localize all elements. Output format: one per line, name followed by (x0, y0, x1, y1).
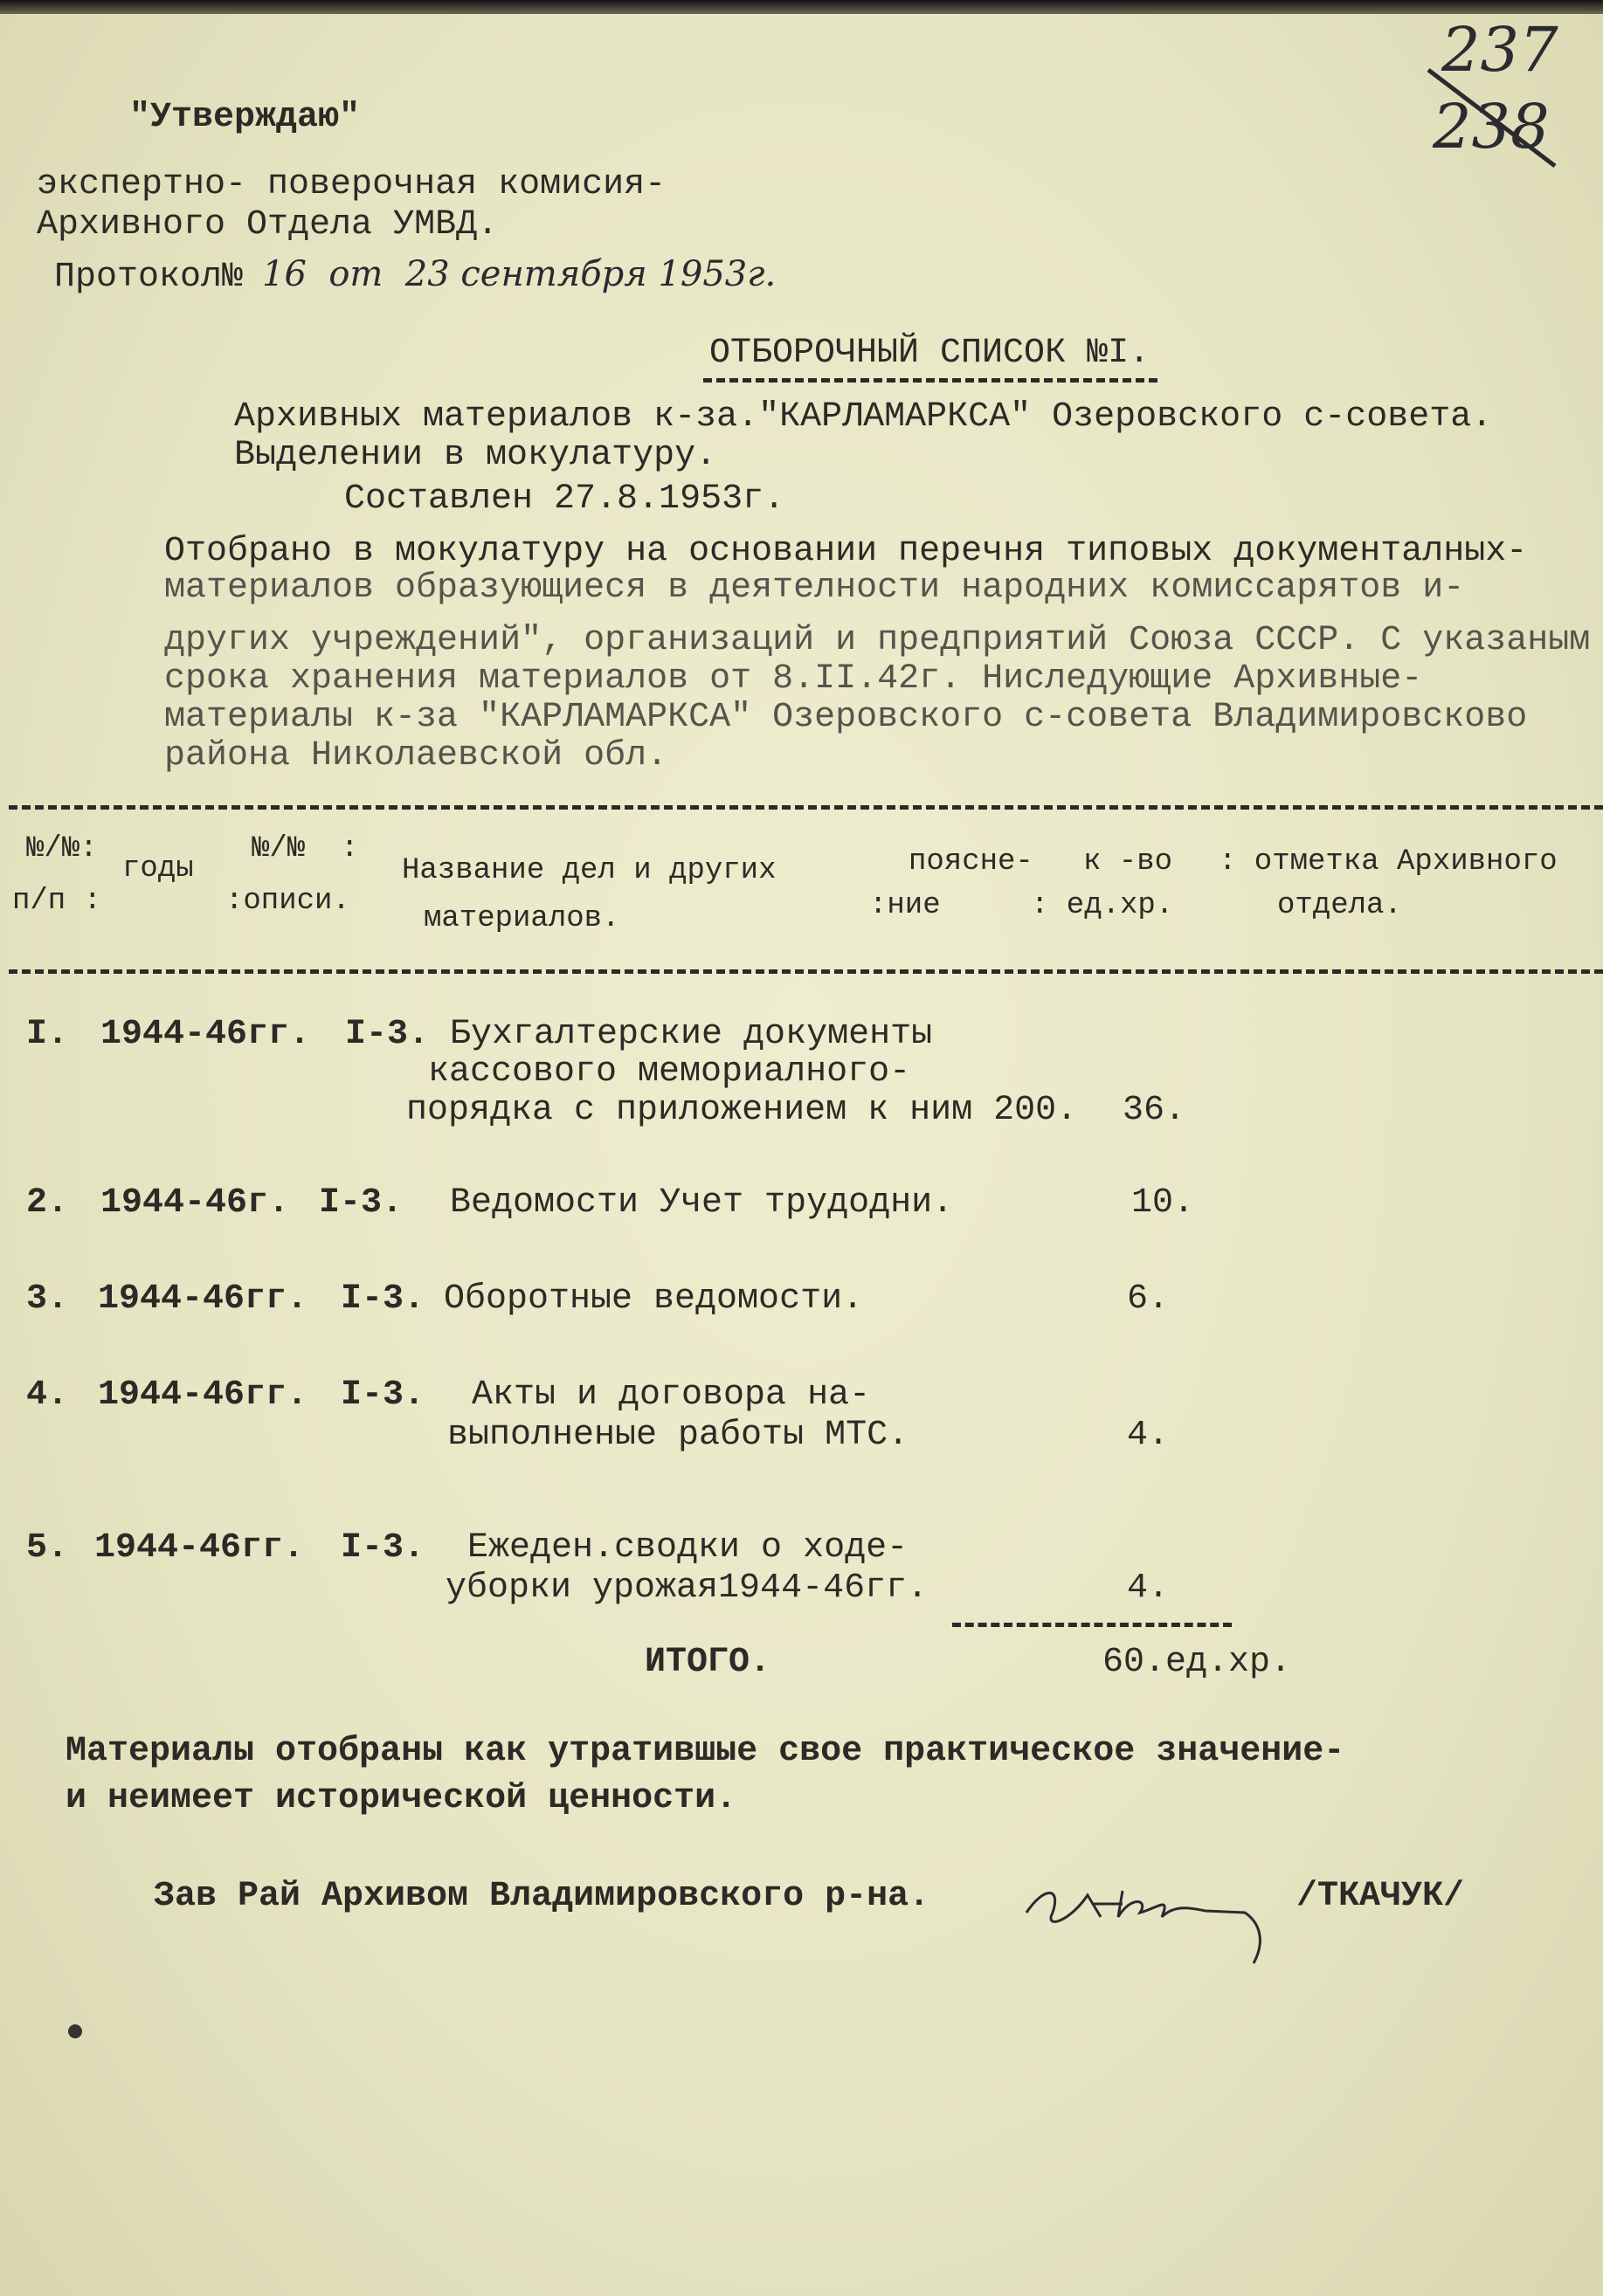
header-inventory: :описи. (225, 885, 350, 918)
conclusion-line: Материалы отобраны как утратившые свое практическое значение- (66, 1732, 1345, 1771)
row-inventory: I-3. (341, 1528, 425, 1568)
page-top-edge (0, 0, 1603, 14)
row-qty: 10. (1131, 1183, 1195, 1223)
table-header-rule (9, 969, 1603, 974)
row-num: 4. (26, 1376, 69, 1415)
row-title: кассового мемориалного- (428, 1052, 911, 1092)
row-years: 1944-46гг. (94, 1528, 305, 1568)
row-inventory: I-3. (319, 1183, 404, 1223)
intro-line: района Николаевской обл. (164, 736, 668, 776)
row-title: уборки урожая1944-46гг. (446, 1569, 929, 1608)
row-qty: 4. (1127, 1569, 1170, 1608)
header-qty: к -во (1083, 845, 1173, 879)
row-num: 5. (26, 1528, 69, 1568)
header-years: годы (122, 852, 194, 886)
total-value: 60.ед.хр. (1102, 1643, 1292, 1682)
row-title: выполненые работы МТС. (447, 1416, 909, 1455)
signatory-name: /ТКАЧУК/ (1296, 1877, 1465, 1916)
row-title: Бухгалтерские документы (450, 1015, 933, 1054)
header-num: п/п : (12, 885, 102, 918)
row-qty: 6. (1127, 1279, 1170, 1319)
row-title: Ежеден.сводки о ходе- (467, 1528, 909, 1568)
header-note: :ние (869, 889, 941, 922)
compiled-date: Составлен 27.8.1953г. (344, 479, 785, 519)
row-inventory: I-3. (345, 1015, 430, 1054)
signatory-position: Зав Рай Архивом Владимировского р-на. (154, 1877, 930, 1916)
protocol-handwritten: 16 от 23 сентября 1953г. (262, 254, 777, 294)
header-qty: : ед.хр. (1031, 889, 1174, 922)
row-title: Ведомости Учет трудодни. (450, 1183, 954, 1223)
title-underline (703, 378, 1157, 383)
intro-line: Отобрано в мокулатуру на основании перечня типовых документалных- (164, 532, 1528, 571)
row-qty: 36. (1123, 1091, 1186, 1130)
header-num: №/№: (26, 832, 98, 865)
subtitle-line1: Архивных материалов к-за."КАРЛАМАРКСА" Озеровского с-совета. (234, 397, 1493, 437)
page-number-bottom: 238 (1433, 91, 1550, 162)
row-title: Оборотные ведомости. (444, 1279, 864, 1319)
row-years: 1944-46гг. (100, 1015, 311, 1054)
paper-hole-mark (68, 2024, 82, 2038)
row-qty: 4. (1127, 1416, 1170, 1455)
total-rule (952, 1623, 1232, 1627)
row-years: 1944-46г. (100, 1183, 290, 1223)
row-years: 1944-46гг. (98, 1376, 308, 1415)
row-inventory: I-3. (341, 1279, 425, 1319)
row-title: Акты и договора на- (472, 1376, 871, 1415)
header-note: поясне- (909, 845, 1033, 879)
intro-line: срока хранения материалов от 8.II.42г. Ниследующие Архивные- (164, 659, 1423, 699)
row-num: I. (26, 1015, 69, 1054)
header-inventory: №/№ : (252, 832, 359, 865)
document-title: ОТБОРОЧНЫЙ СПИСОК №I. (709, 334, 1150, 373)
row-num: 3. (26, 1279, 69, 1319)
row-inventory: I-3. (341, 1376, 425, 1415)
protocol-label: Протокол№ (54, 258, 244, 297)
header-archive-mark: отдела. (1277, 889, 1402, 922)
intro-line: материалов образующиеся в деятелности народних комиссарятов и- (164, 569, 1465, 608)
page-number-top: 237 (1441, 14, 1558, 86)
intro-line: материалы к-за "КАРЛАМАРКСА" Озеровского с-совета Владимировсково (164, 698, 1528, 737)
row-years: 1944-46гг. (98, 1279, 308, 1319)
total-label: ИТОГО. (645, 1643, 771, 1682)
row-title: порядка с приложением к ним 200. (406, 1091, 1078, 1130)
row-num: 2. (26, 1183, 69, 1223)
header-title: Название дел и других (402, 854, 777, 887)
approval-stamp: "Утверждаю" (129, 98, 361, 137)
approval-department: Архивного Отдела УМВД. (37, 205, 499, 245)
header-archive-mark: : отметка Архивного (1219, 845, 1558, 879)
header-title: материалов. (424, 902, 620, 935)
handwritten-signature (1018, 1860, 1289, 1974)
page-number-strike (1424, 52, 1564, 175)
intro-line: других учреждений", организаций и предприятий Союза СССР. С указаным (164, 621, 1591, 660)
approval-commission: экспертно- поверочная комисия- (37, 165, 667, 204)
table-top-rule (9, 805, 1603, 810)
subtitle-line2: Выделении в мокулатуру. (234, 436, 717, 475)
conclusion-line: и неимеет исторической ценности. (66, 1779, 737, 1818)
